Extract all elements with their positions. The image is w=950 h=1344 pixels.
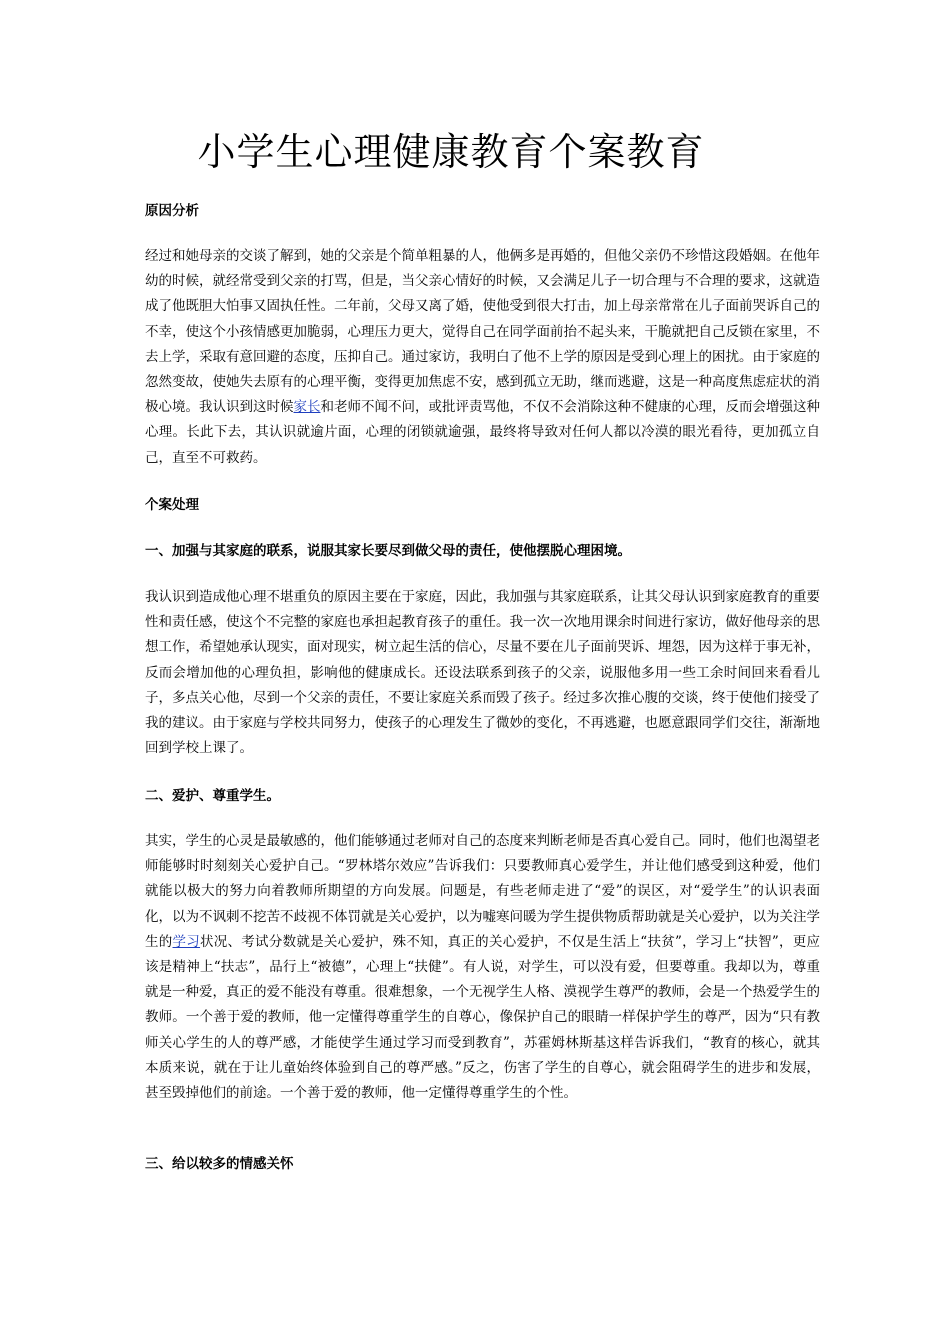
paragraph-text: 和老师不闻不问，或批评责骂他，不仅不会消除这种不健康的心理，反而会增强这种心理。长此下去，其认识就逾片面，心理的闭锁就逾强，最终将导致对任何人都以冷漠的眼光看待，更加孤立自己，直至不可救药。 (145, 399, 820, 466)
paragraph-text: 经过和她母亲的交谈了解到，她的父亲是个简单粗暴的人，他俩多是再婚的，但他父亲仍不珍惜这段婚姻。在他年幼的时候，就经常受到父亲的打骂，但是，当父亲心情好的时候，又会满足儿子一切合理与不合理的要求，这就造成了他既胆大怕事又固执任性。二年前，父母又离了婚，使他受到很大打击，加上母亲常常在儿子面前哭诉自己的不幸，使这个小孩情感更加脆弱，心理压力更大，觉得自己在同学面前抬不起头来，干脆就把自己反锁在家里，不去上学，采取有意回避的态度，压抑自己。通过家访，我明白了他不上学的原因是受到心理上的困扰。由于家庭的忽然变故，使她失去原有的心理平衡，变得更加焦虑不安，感到孤立无助，继而逃避，这是一种高度焦虑症状的消极心境。我认识到这时候 (145, 248, 820, 416)
document-title: 小学生心理健康教育个案教育 (197, 130, 705, 174)
section-heading-case-handling: 个案处理 (145, 497, 199, 513)
section-case-handling (145, 495, 820, 515)
respect-students-paragraph (145, 829, 820, 1106)
subheading-emotional-care: 三、给以较多的情感关怀 (145, 1156, 294, 1172)
paragraph-text: 状况、考试分数就是关心爱护，殊不知，真正的关心爱护，不仅是生活上“扶贫”，学习上“扶智”，更应该是精神上“扶志”，品行上“被德”，心理上“扶健”。有人说，对学生，可以没有爱，但要尊重。我却以为，尊重就是一种爱，真正的爱不能没有尊重。很难想象，一个无视学生人格、漠视学生尊严的教师，会是一个热爱学生的教师。一个善于爱的教师，他一定懂得尊重学生的自尊心，像保护自己的眼睛一样保护学生的尊严，因为“只有教师关心学生的人的尊严感，才能使学生通过学习而受到教育”，苏霍姆林斯基这样告诉我们，“教育的核心，就其本质来说，就在于让儿童始终体验到自己的尊严感。”反之，伤害了学生的自尊心，就会阻碍学生的进步和发展，甚至毁掉他们的前途。一个善于爱的教师，他一定懂得尊重学生的个性。 (145, 933, 820, 1102)
cause-analysis-paragraph (145, 244, 820, 471)
section-cause-analysis (145, 201, 820, 221)
link-parents[interactable]: 家长 (293, 399, 321, 416)
subheading-family-contact-wrap (145, 541, 820, 561)
subheading-emotional-care-wrap (145, 1154, 820, 1174)
family-contact-paragraph (145, 585, 820, 761)
paragraph-text: 其实，学生的心灵是最敏感的，他们能够通过老师对自己的态度来判断老师是否真心爱自己。同时，他们也渴望老师能够时时刻刻关心爱护自己。“罗林塔尔效应”告诉我们：只要教师真心爱学生，并让他们感受到这种爱，他们就能以极大的努力向着教师所期望的方向发展。问题是，有些老师走进了“爱”的误区，对“爱学生”的认识表面化，以为不讽刺不挖苦不歧视不体罚就是关心爱护，以为嘘寒问暖为学生提供物质帮助就是关心爱护，以为关注学生的 (145, 833, 820, 950)
subheading-respect-students: 二、爱护、尊重学生。 (145, 788, 280, 804)
subheading-respect-wrap (145, 786, 820, 806)
paragraph-text: 我认识到造成他心理不堪重负的原因主要在于家庭，因此，我加强与其家庭联系，让其父母认识到家庭教育的重要性和责任感，使这个不完整的家庭也承担起教育孩子的重任。我一次一次地用课余时间进行家访，做好他母亲的思想工作，希望她承认现实，面对现实，树立起生活的信心，尽量不要在儿子面前哭诉、埋怨，因为这样于事无补，反而会增加他的心理负担，影响他的健康成长。还设法联系到孩子的父亲，说服他多用一些工余时间回来看看儿子，多点关心他，尽到一个父亲的责任，不要让家庭关系而毁了孩子。经过多次推心腹的交谈，终于使他们接受了我的建议。由于家庭与学校共同努力，使孩子的心理发生了微妙的变化，不再逃避，也愿意跟同学们交往，渐渐地回到学校上课了。 (145, 589, 820, 757)
section-heading-cause-analysis: 原因分析 (145, 203, 199, 219)
link-study[interactable]: 学习 (172, 933, 201, 950)
subheading-family-contact: 一、加强与其家庭的联系，说服其家长要尽到做父母的责任，使他摆脱心理困境。 (145, 543, 631, 559)
